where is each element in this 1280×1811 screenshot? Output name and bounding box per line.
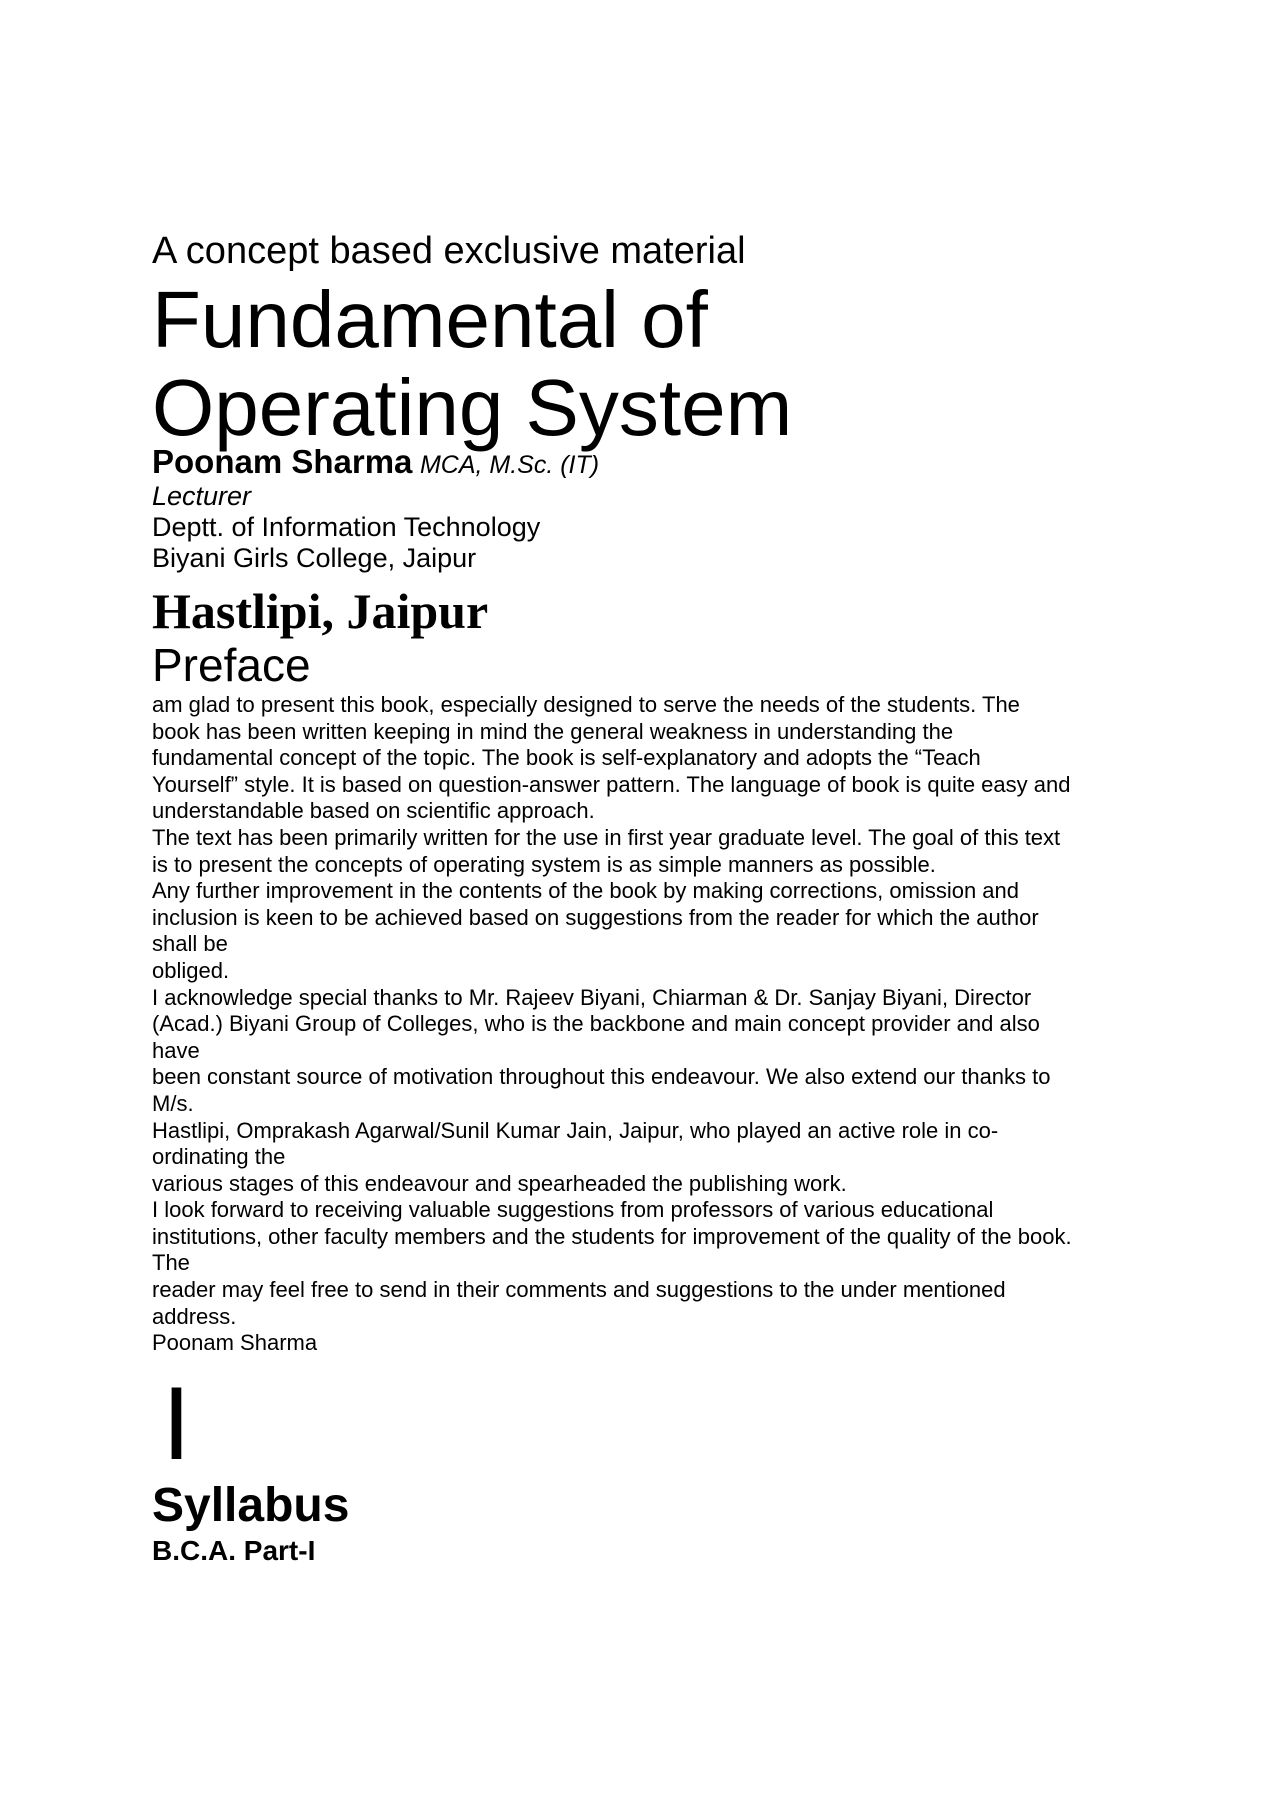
preface-line: The text has been primarily written for the use in first year graduate level. The goal of this text (152, 824, 1061, 850)
preface-line: Any further improvement in the contents of the book by making corrections, omission and (152, 878, 1019, 904)
preface-line: have (152, 1037, 200, 1063)
preface-line: M/s. (152, 1090, 194, 1116)
preface-line: inclusion is keen to be achieved based on suggestions from the reader for which the author (152, 904, 1039, 930)
preface-line: institutions, other faculty members and the students for improvement of the quality of the book. (152, 1223, 1072, 1249)
preface-signature: Poonam Sharma (152, 1330, 318, 1356)
preface-line: book has been written keeping in mind the general weakness in understanding the (152, 718, 954, 744)
author-name: Poonam Sharma (152, 443, 413, 480)
preface-line: is to present the concepts of operating system is as simple manners as possible. (152, 851, 936, 877)
preface-line: Hastlipi, Omprakash Agarwal/Sunil Kumar Jain, Jaipur, who played an active role in co- (152, 1117, 999, 1143)
preface-line: understandable based on scientific approach. (152, 798, 595, 824)
syllabus-heading: Syllabus (152, 1479, 350, 1532)
publisher-name: Hastlipi, Jaipur (152, 583, 489, 639)
preface-line: shall be (152, 931, 228, 957)
preface-line: reader may feel free to send in their comments and suggestions to the under mentioned (152, 1277, 1006, 1303)
author-qualifications: MCA, M.Sc. (IT) (419, 451, 600, 479)
preface-heading: Preface (152, 639, 311, 691)
author-department: Deptt. of Information Technology (152, 512, 541, 542)
preface-line: address. (152, 1303, 237, 1329)
preface-line: various stages of this endeavour and spearheaded the publishing work. (152, 1170, 847, 1196)
preface-line: (Acad.) Biyani Group of Colleges, who is the backbone and main concept provider and also (152, 1011, 1040, 1037)
preface-line: obliged. (152, 957, 230, 983)
author-line (152, 443, 600, 481)
preface-line: The (152, 1250, 190, 1276)
preface-line: been constant source of motivation throughout this endeavour. We also extend our thanks to (152, 1064, 1051, 1090)
drop-letter: I (162, 1366, 191, 1482)
preface-line: fundamental concept of the topic. The book is self-explanatory and adopts the “Teach (152, 745, 981, 771)
preface-line: I acknowledge special thanks to Mr. Rajeev Biyani, Chiarman & Dr. Sanjay Biyani, Director (152, 984, 1032, 1010)
book-title-line-1: Fundamental of (152, 275, 708, 364)
book-title (152, 276, 792, 452)
preface-line: ordinating the (152, 1144, 286, 1170)
preface-line: Yourself” style. It is based on question-answer pattern. The language of book is quite easy and (152, 771, 1071, 797)
preface-line: am glad to present this book, especially designed to serve the needs of the students. The (152, 692, 1020, 717)
book-title-line-2: Operating System (152, 363, 793, 452)
author-block (152, 443, 600, 574)
author-college: Biyani Girls College, Jaipur (152, 543, 477, 573)
syllabus-subheading: B.C.A. Part-I (152, 1535, 316, 1566)
preface-body (152, 692, 1142, 1357)
tagline: A concept based exclusive material (152, 230, 746, 272)
preface-line: I look forward to receiving valuable suggestions from professors of various educational (152, 1197, 994, 1223)
author-role: Lecturer (152, 481, 252, 511)
